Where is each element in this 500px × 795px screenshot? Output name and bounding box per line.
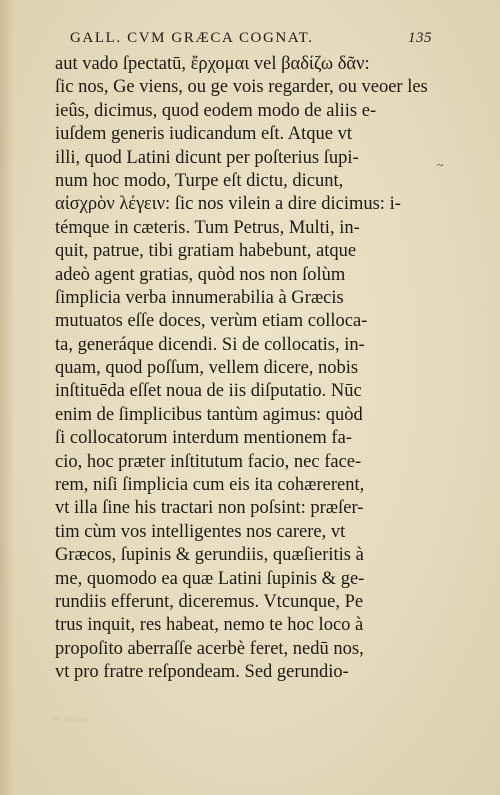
text-line: trus inquit, res habeat, nemo te hoc loco à [55,615,364,636]
body-text [55,53,437,685]
text-line: iuſdem generis iudicandum eſt. Atque vt [55,124,352,145]
text-line: quam, quod poſſum, vellem dicere, nobis [55,358,359,379]
text-line: aut vado ſpectatū, ἔρχομαι vel βαδίζω δᾶν: [55,54,370,74]
text-line: vt illa ſine his tractari non poſsint: præſer- [55,498,364,519]
text-line: Græcos, ſupinis & gerundiis, quæſieritis à [55,545,364,566]
text-line: me, quomodo ea quæ Latini ſupinis & ge- [55,568,365,589]
text-line: inſtituēda eſſet noua de iis diſputatio. Nūc [55,381,362,402]
text-line: ſi collocatorum interdum mentionem fa- [55,428,352,449]
text-line: témque in cæteris. Tum Petrus, Multi, in- [55,217,360,238]
running-title: GALL. CVM GRÆCA COGNAT. [70,30,314,46]
text-line: ſimplicia verba innumerabilia à Græcis [55,287,344,308]
text-line: ſic nos, Ge viens, ou ge vois regarder, ou veoer les [55,77,428,98]
text-line: tim cùm vos intelligentes nos carere, vt [55,521,346,542]
gutter-shadow [0,0,14,795]
text-line: vt pro fratre reſpondeam. Sed gerundio- [55,662,349,683]
text-line: rundiis efferunt, diceremus. Vtcunque, Pe [55,591,364,612]
text-line: cio, hoc præter inſtitutum facio, nec face- [55,451,362,472]
text-line: mutuatos eſſe doces, verùm etiam colloca- [55,311,368,332]
text-line: adeò agent gratias, quòd nos non ſolùm [55,264,346,285]
text-line: αἰσχρὸν λέγειν: ſic nos vilein a dire dicimus: i- [55,194,401,215]
text-line: num hoc modo, Turpe eſt dictu, dicunt, [55,170,344,191]
text-line: rem, niſi ſimplicia cum eis ita cohærerent, [55,475,365,496]
margin-mark: ~ [437,158,444,172]
text-line: propoſito aberraſſe acerbè feret, nedū nos, [55,638,364,659]
text-line: illi, quod Latini dicunt per poſterius ſupi- [55,147,359,168]
text-line: quit, patrue, tibi gratiam habebunt, atque [55,241,357,262]
page-number: 135 [408,30,432,46]
text-line: ieûs, dicimus, quod eodem modo de aliis e- [55,100,377,121]
text-line: enim de ſimplicibus tantùm agimus: quòd [55,404,363,425]
text-line: ta, generáque dicendi. Si de collocatis, in- [55,334,365,355]
bleed-through-text: m aslue [52,713,90,725]
